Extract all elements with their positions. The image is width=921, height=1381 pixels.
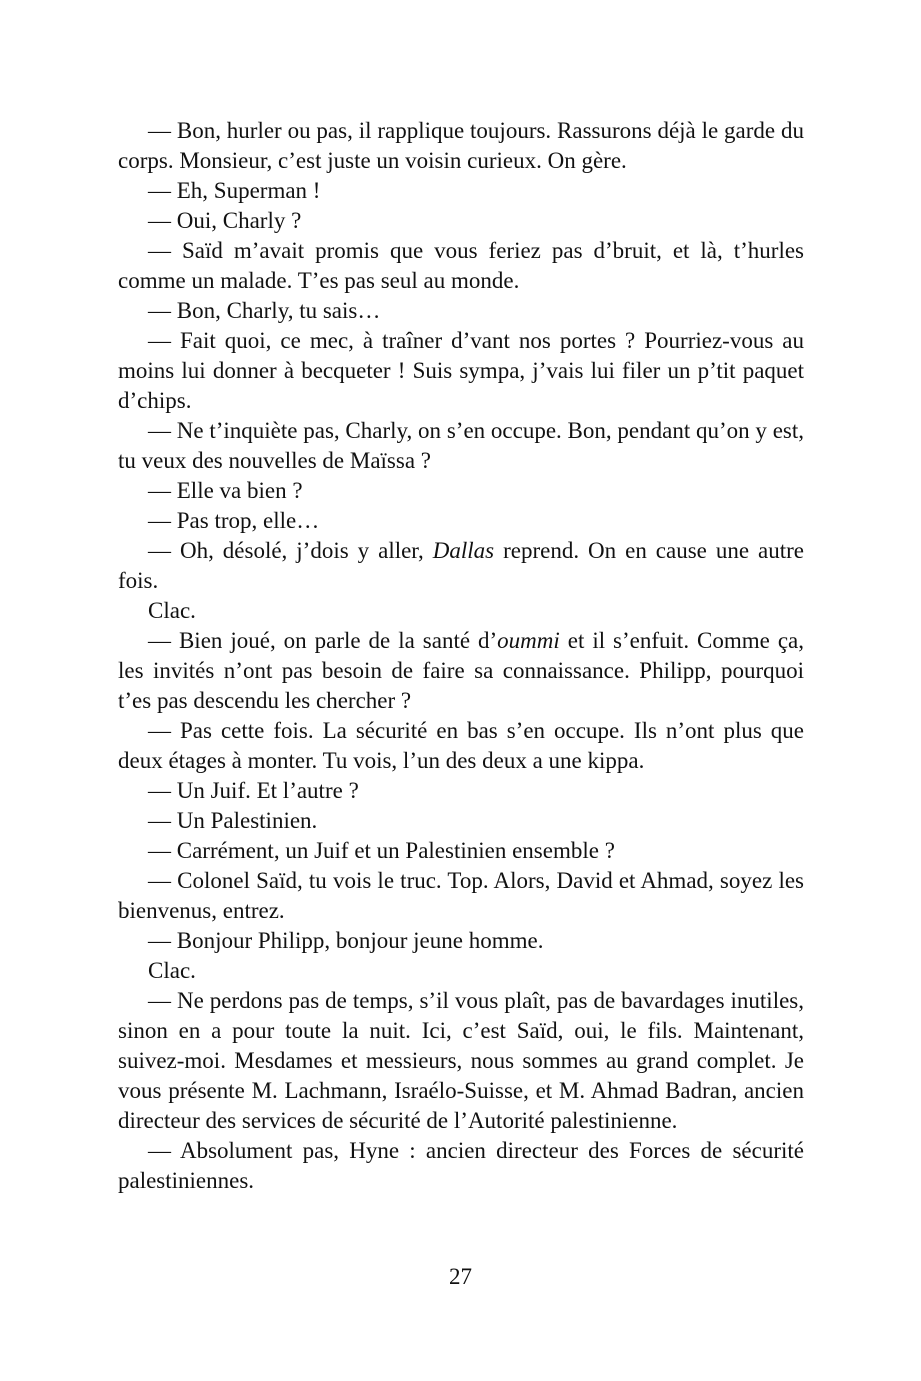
paragraph: — Elle va bien ?: [148, 478, 303, 503]
paragraph-text-after: et il s’enfuit. Comme ça, les invités n’ont pas besoin de faire sa connaissance. Philipp, pourquoi t’es pas descendu les chercher ?: [118, 628, 804, 713]
paragraph: — Fait quoi, ce mec, à traîner d’vant nos portes ? Pourriez-vous au moins lui donner à becqueter ! Suis sympa, j’vais lui filer un p’tit paquet d’chips.: [118, 328, 804, 413]
paragraph: — Pas trop, elle…: [148, 508, 320, 533]
paragraph: — Ne perdons pas de temps, s’il vous plaît, pas de bavardages inutiles, sinon en a pour toute la nuit. Ici, c’est Saïd, oui, le fils. Maintenant, suivez-moi. Mesdames et messieurs, nous sommes au grand complet. Je vous présente M. Lachmann, Israélo-Suisse, et M. Ahmad Badran, ancien directeur des services de sécurité de l’Autorité palestinienne.: [118, 988, 804, 1133]
paragraph: — Saïd m’avait promis que vous feriez pas d’bruit, et là, t’hurles comme un malade. T’es pas seul au monde.: [118, 238, 804, 293]
paragraph: — Oui, Charly ?: [148, 208, 302, 233]
italic-word: oummi: [497, 628, 560, 653]
paragraph: Clac.: [148, 958, 196, 983]
paragraph: Clac.: [148, 598, 196, 623]
paragraph-text-before: — Oh, désolé, j’dois y aller,: [148, 538, 433, 563]
paragraph-text-before: — Bien joué, on parle de la santé d’: [148, 628, 498, 653]
paragraph: — Colonel Saïd, tu vois le truc. Top. Alors, David et Ahmad, soyez les bienvenus, entrez.: [118, 868, 804, 923]
paragraph: — Bon, hurler ou pas, il rapplique toujours. Rassurons déjà le garde du corps. Monsieur, c’est juste un voisin curieux. On gère.: [118, 118, 804, 173]
paragraph: — Pas cette fois. La sécurité en bas s’en occupe. Ils n’ont plus que deux étages à monter. Tu vois, l’un des deux a une kippa.: [118, 718, 804, 773]
paragraph-text-after: reprend. On en cause une autre fois.: [118, 538, 804, 593]
paragraph: — Eh, Superman !: [148, 178, 321, 203]
paragraph: [118, 626, 804, 716]
page-number: 27: [449, 1264, 472, 1289]
paragraph: [118, 536, 804, 596]
paragraph: — Bon, Charly, tu sais…: [148, 298, 381, 323]
italic-title: Dallas: [432, 538, 495, 563]
paragraph: — Ne t’inquiète pas, Charly, on s’en occupe. Bon, pendant qu’on y est, tu veux des nouvelles de Maïssa ?: [118, 418, 804, 473]
paragraph: — Absolument pas, Hyne : ancien directeur des Forces de sécurité palestiniennes.: [118, 1138, 804, 1193]
page-body: [118, 116, 804, 1196]
paragraph: — Carrément, un Juif et un Palestinien ensemble ?: [148, 838, 615, 863]
paragraph: — Un Palestinien.: [148, 808, 318, 833]
paragraph: — Bonjour Philipp, bonjour jeune homme.: [148, 928, 544, 953]
paragraph: — Un Juif. Et l’autre ?: [148, 778, 359, 803]
